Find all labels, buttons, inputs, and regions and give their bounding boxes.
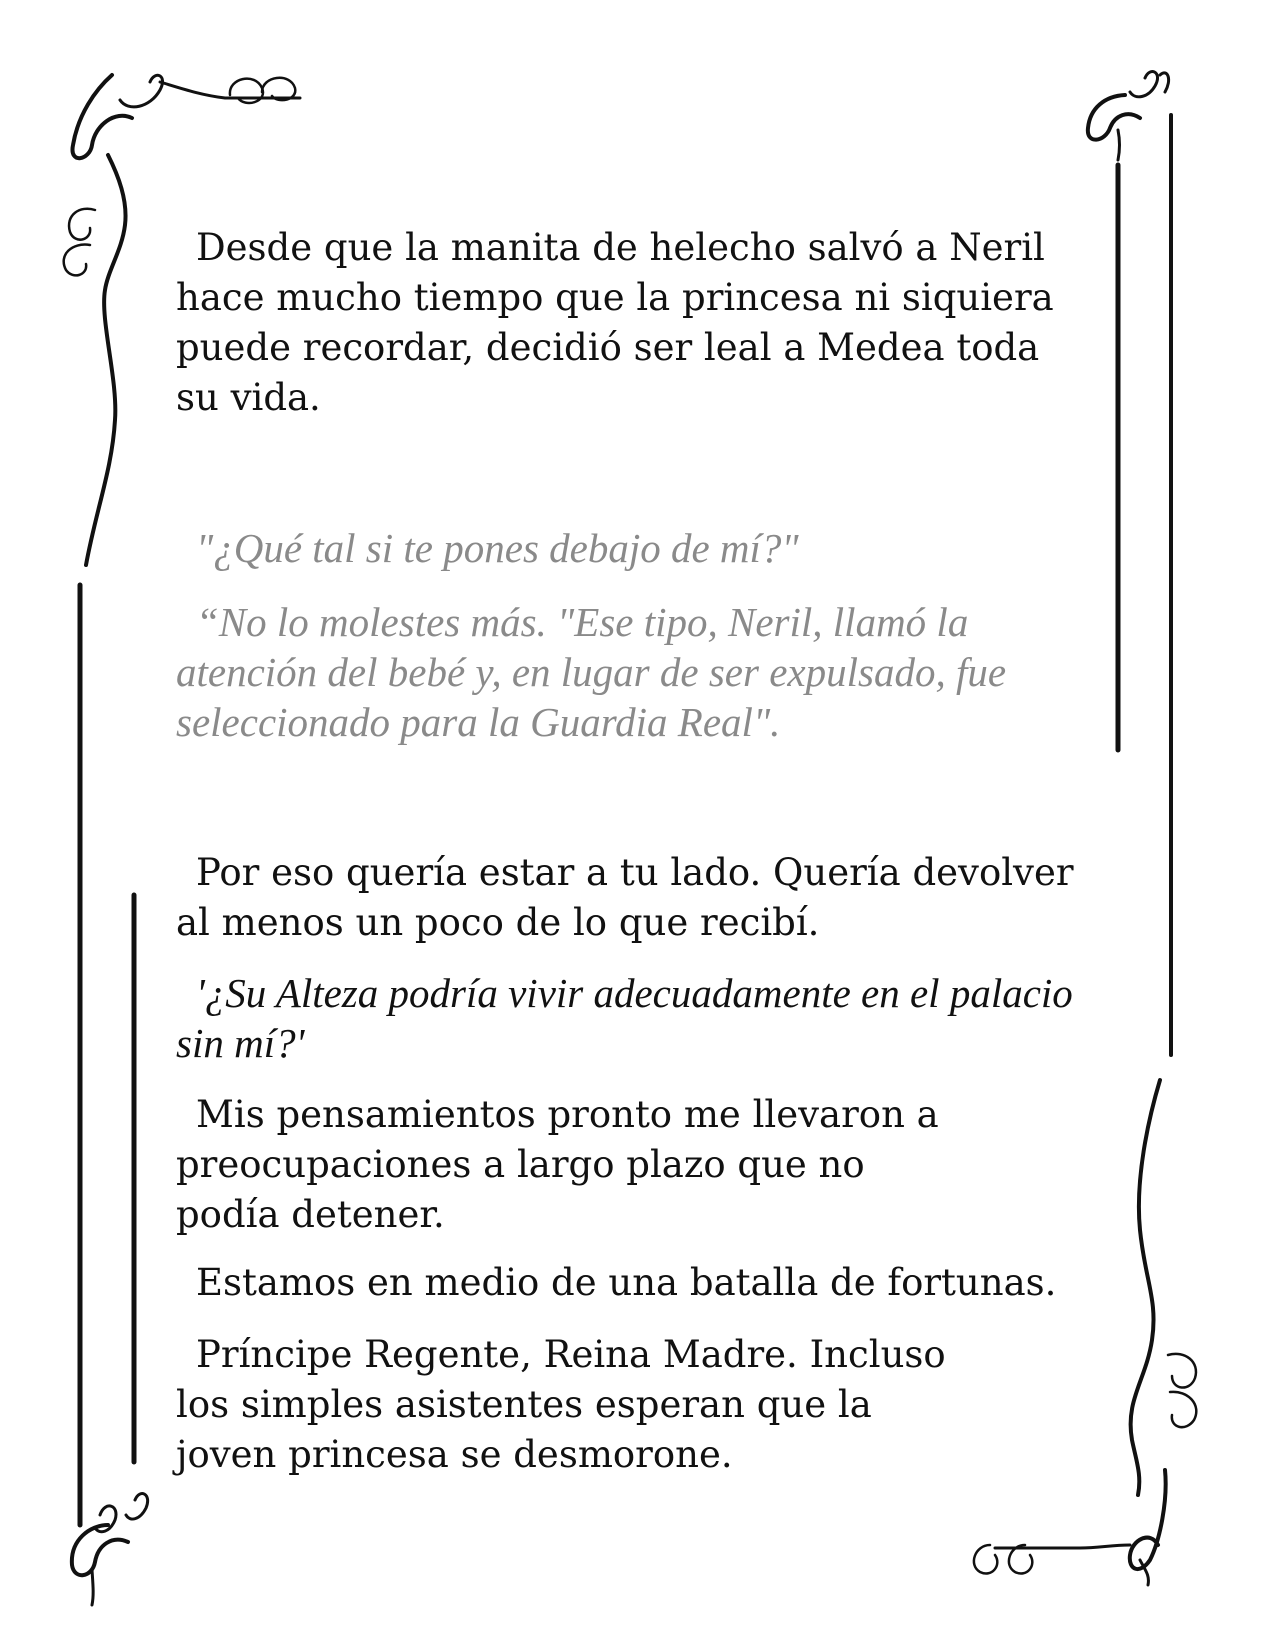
flourish-bottom-right — [974, 1080, 1196, 1585]
paragraph-4: Por eso quería estar a tu lado. Quería devolver al menos un poco de lo que recibí. — [176, 851, 1074, 944]
quote-paragraph-5: '¿Su Alteza podría vivir adecuadamente en el palacio sin mí?' — [176, 970, 1073, 1066]
paragraph-8: Príncipe Regente, Reina Madre. Incluso los simples asistentes esperan que la joven princesa se desmorone. — [176, 1333, 946, 1476]
flourish-top-right — [1088, 72, 1169, 160]
quote-paragraph-3: “No lo molestes más. "Ese tipo, Neril, llamó la atención del bebé y, en lugar de ser expulsado, fue seleccionado para la Guardia Real". — [176, 599, 1007, 745]
flourish-bottom-left — [72, 1494, 148, 1605]
paragraph-6: Mis pensamientos pronto me llevaron a preocupaciones a largo plazo que no podía detener. — [176, 1093, 939, 1236]
quote-paragraph-2: "¿Qué tal si te pones debajo de mí?" — [196, 525, 799, 571]
paragraph-7: Estamos en medio de una batalla de fortunas. — [196, 1261, 1057, 1304]
paragraph-1: Desde que la manita de helecho salvó a Neril hace mucho tiempo que la princesa ni siquiera puede recordar, decidió ser leal a Medea toda su vida. — [176, 226, 1054, 419]
